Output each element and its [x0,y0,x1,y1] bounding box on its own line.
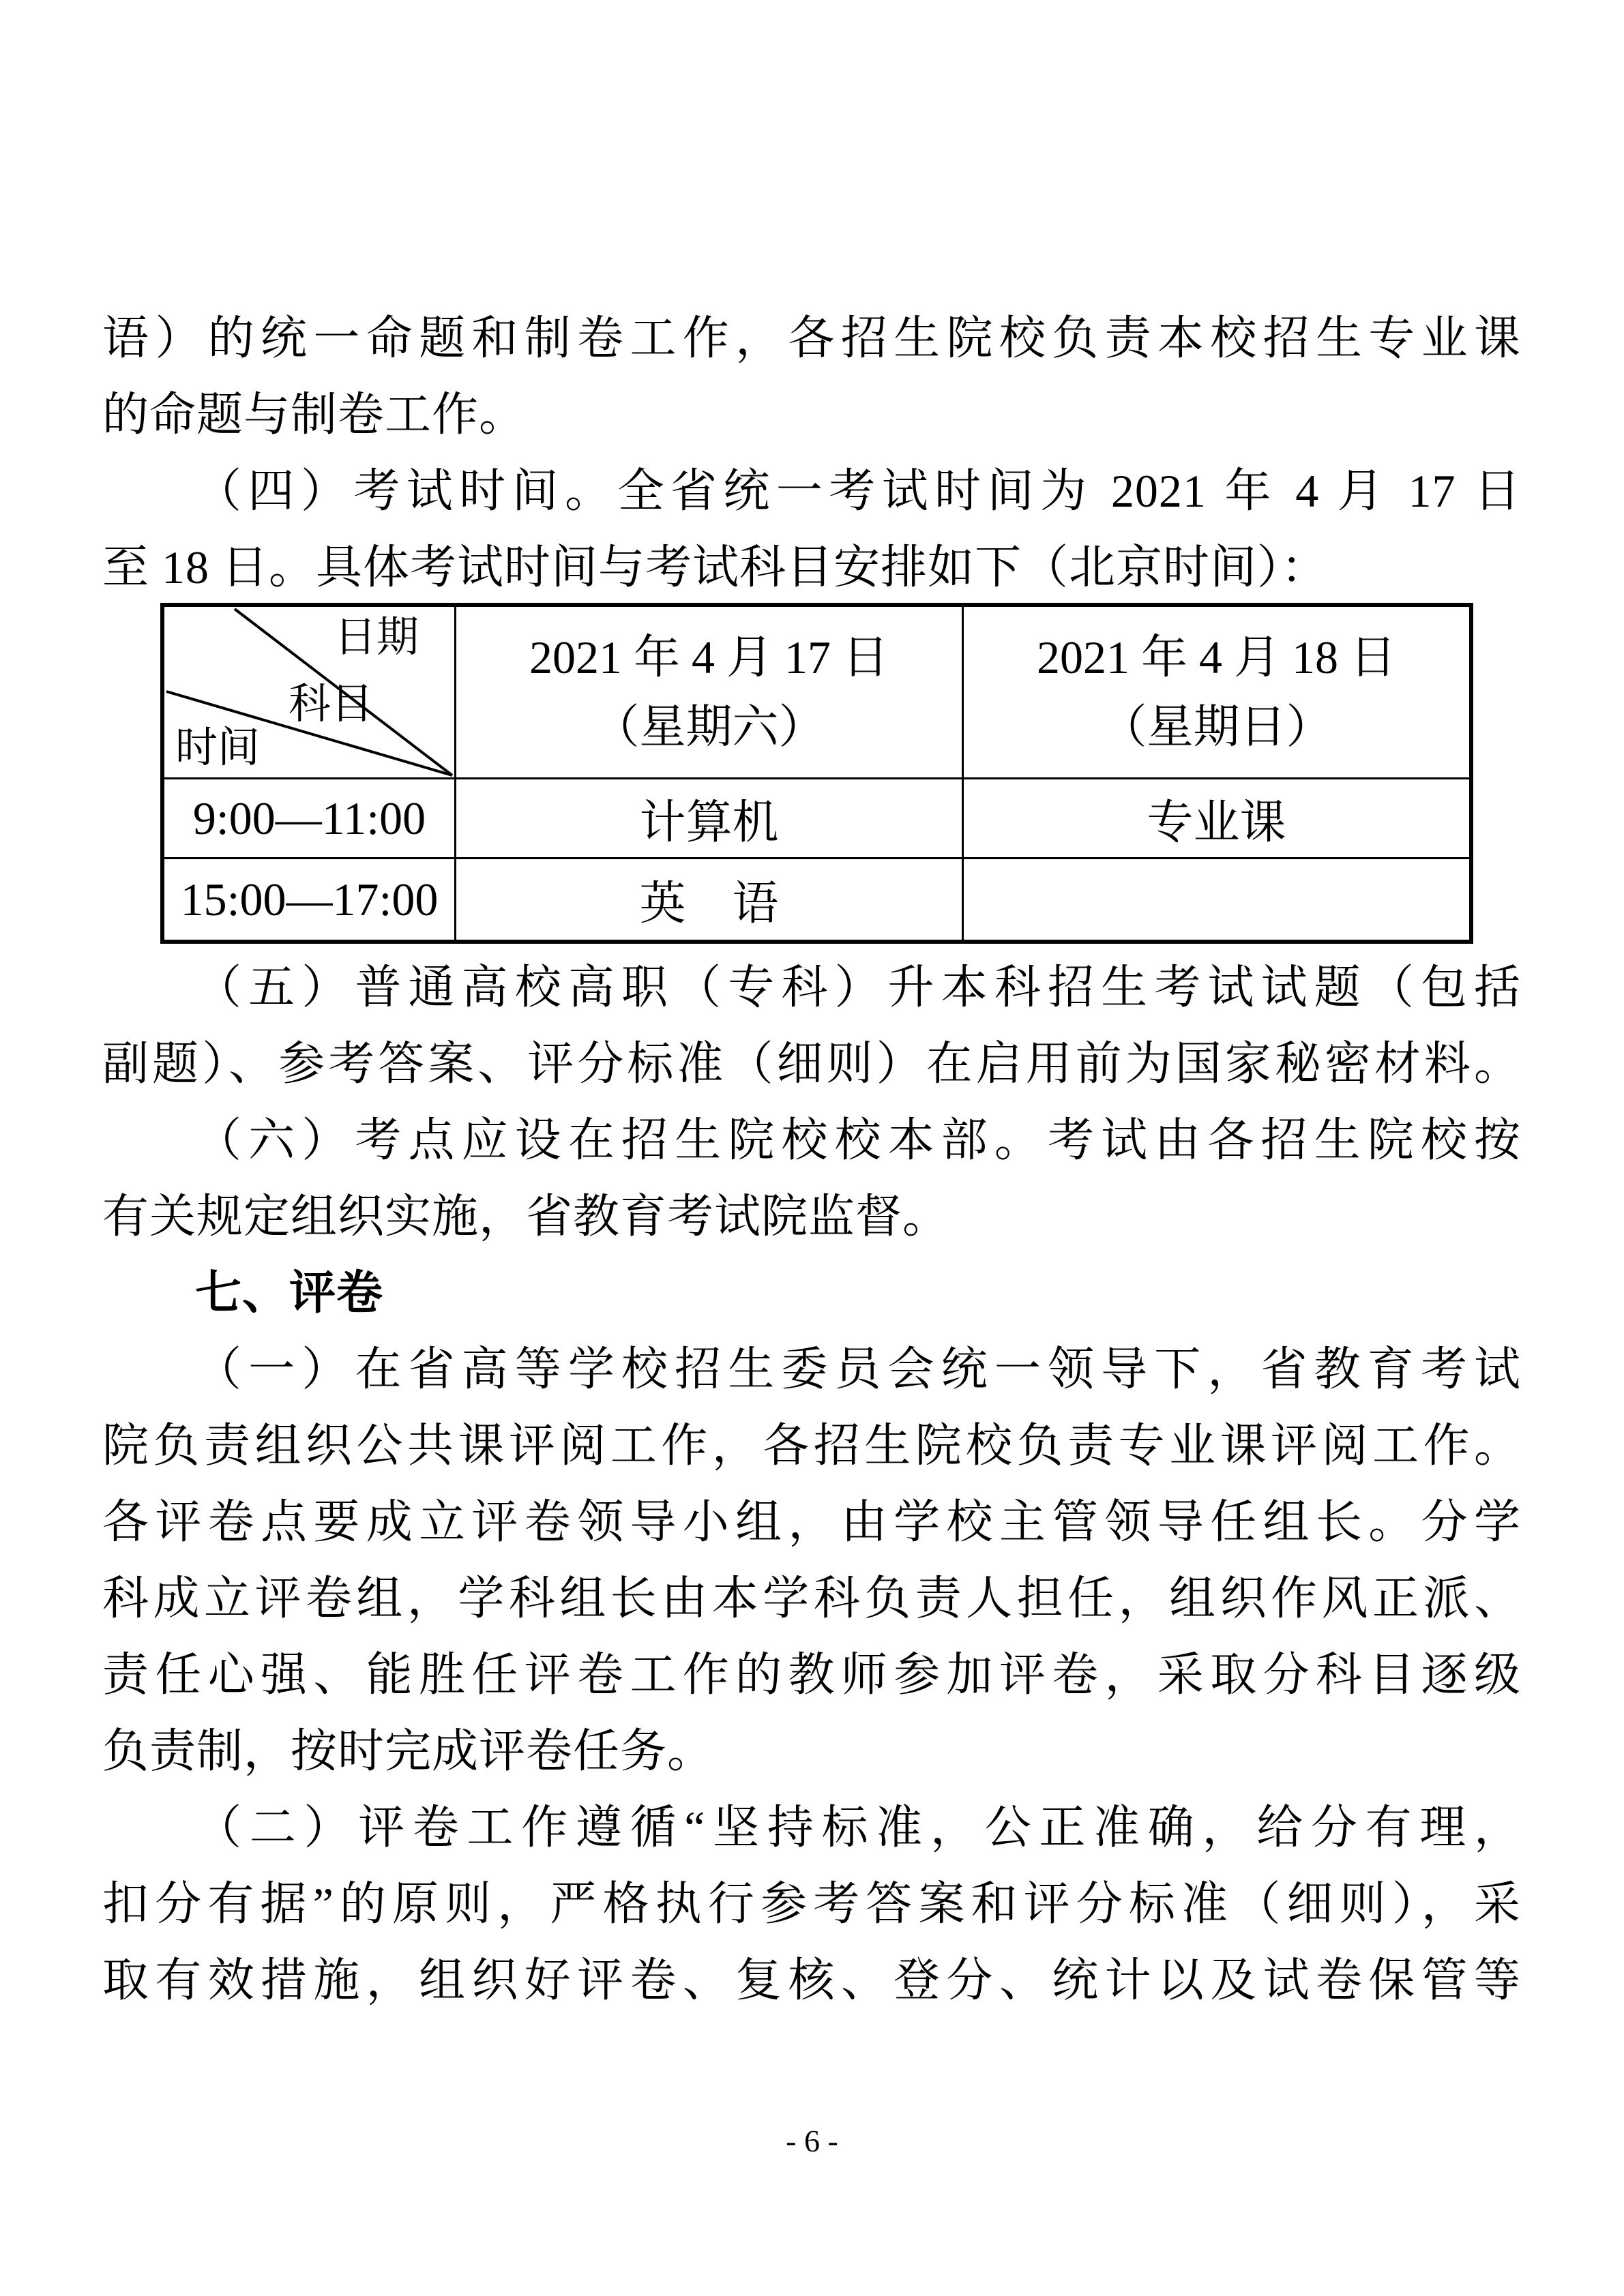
text-line: 扣分有据”的原则，严格执行参考答案和评分标准（细则），采 [102,1878,1521,1930]
text-line: 取有效措施，组织好评卷、复核、登分、统计以及试卷保管等 [102,1954,1521,2006]
text-line: （五）普通高校高职（专科）升本科招生考试试题（包括 [195,961,1521,1013]
table-row-afternoon [162,859,1471,942]
corner-subject-label: 科目 [289,681,374,728]
paragraph-block-top [102,300,1521,606]
exam-schedule-table [160,603,1473,944]
header-day2-date: 2021 年 4 月 18 日 [1036,631,1396,683]
section-heading: 七、评卷 [195,1267,384,1319]
cell-afternoon-day1: 英 语 [456,859,963,942]
header-day1-weekday: （星期六） [593,701,825,753]
text-line: 有关规定组织实施，省教育考试院监督。 [102,1191,950,1242]
text-line: 负责制，按时完成评卷任务。 [102,1725,715,1777]
header-day2-weekday: （星期日） [1100,701,1333,753]
paragraph-block-bottom [102,949,1521,2018]
text-line: （一）在省高等学校招生委员会统一领导下，省教育考试 [195,1343,1521,1395]
table-row-morning [162,779,1471,859]
cell-afternoon-day2 [963,859,1472,942]
diagonal-header-cell [162,605,456,779]
text-line: （二）评卷工作遵循“坚持标准，公正准确，给分有理， [195,1802,1521,1853]
header-day1-date: 2021 年 4 月 17 日 [529,631,889,683]
cell-morning-day1: 计算机 [456,779,963,859]
text-line: （六）考点应设在招生院校校本部。考试由各招生院校按 [195,1114,1521,1166]
table-header-row [162,605,1471,779]
header-cell-day1 [456,605,963,779]
cell-morning-time: 9:00—11:00 [162,779,456,859]
text-line: 责任心强、能胜任评卷工作的教师参加评卷，采取分科目逐级 [102,1649,1521,1701]
text-line: 语）的统一命题和制卷工作，各招生院校负责本校招生专业课 [102,312,1521,364]
text-line: 的命题与制卷工作。 [102,389,527,441]
text-line: 院负责组织公共课评阅工作，各招生院校负责专业课评阅工作。 [102,1420,1521,1472]
corner-date-label: 日期 [334,614,419,661]
cell-morning-day2: 专业课 [963,779,1472,859]
header-cell-day2 [963,605,1472,779]
text-line: 至 18 日。具体考试时间与考试科目安排如下（北京时间）： [102,541,1329,593]
text-line: 科成立评卷组，学科组长由本学科负责人担任，组织作风正派、 [102,1572,1521,1624]
text-line: 各评卷点要成立评卷领导小组，由学校主管领导任组长。分学 [102,1496,1521,1548]
text-line: （四）考试时间。全省统一考试时间为 2021 年 4 月 17 日 [195,465,1521,517]
corner-time-label: 时间 [175,725,261,771]
text-line: 副题）、参考答案、评分标准（细则）在启用前为国家秘密材料。 [102,1038,1521,1090]
cell-afternoon-time: 15:00—17:00 [162,859,456,942]
page-number: - 6 - [786,2123,838,2158]
